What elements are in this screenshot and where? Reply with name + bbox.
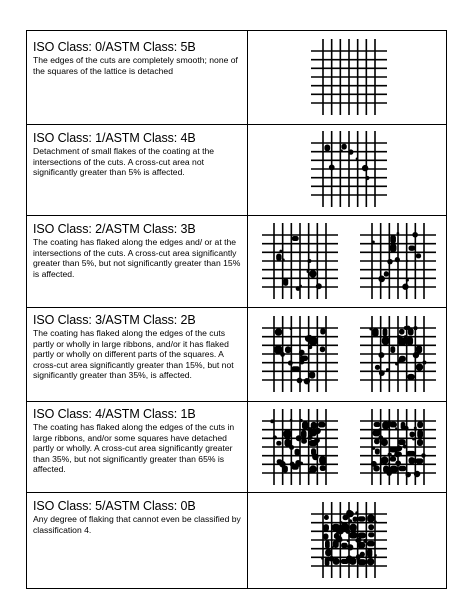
table-row — [27, 492, 446, 588]
flaked-area — [309, 372, 315, 379]
class-heading: ISO Class: 5/ASTM Class: 0B — [33, 499, 196, 513]
class-description: The coating has flaked along the edges of the cuts in large ribbons, and/or some squares have detached partly or wholly. A cross-cut area significantly greater than 35%, but not significantly greater than 65% is affected. — [33, 422, 235, 475]
class-description: The coating has flaked along the edges and/ or at the intersections of the cuts. A cross-cut area significantly greater than 5%, but not significantly greater than 15% is affected. — [33, 237, 241, 279]
flaked-area — [358, 516, 365, 521]
flaked-area — [276, 254, 281, 261]
row-text — [33, 407, 243, 475]
flaked-area — [367, 541, 375, 547]
flaked-area — [374, 422, 381, 427]
flaked-area — [381, 439, 388, 446]
flaked-area — [324, 515, 329, 520]
row-figures — [248, 307, 446, 401]
row-text — [33, 40, 243, 76]
row-text — [33, 313, 243, 381]
flaked-area — [399, 466, 407, 471]
flaked-area — [319, 456, 326, 464]
row-text — [33, 222, 243, 279]
flaked-area — [382, 337, 389, 345]
flaked-area — [390, 346, 395, 353]
flaked-area — [399, 329, 405, 335]
table-row — [27, 401, 446, 492]
table-row — [27, 31, 446, 124]
cross-cut-figure — [358, 314, 438, 394]
cross-cut-figure — [309, 37, 389, 117]
flaked-area — [375, 365, 380, 370]
class-heading: ISO Class: 1/ASTM Class: 4B — [33, 131, 196, 145]
table-row — [27, 307, 446, 401]
flaked-area — [390, 456, 396, 461]
flaked-area — [320, 328, 325, 334]
flaked-area — [368, 532, 374, 537]
flaked-area — [389, 447, 397, 453]
row-figures — [248, 215, 446, 307]
flaked-area — [353, 517, 358, 522]
flaked-area — [320, 346, 325, 352]
flaked-area — [301, 438, 307, 443]
flaked-area — [358, 542, 365, 549]
class-description: Any degree of flaking that cannot even be classified by classification 4. — [33, 514, 241, 535]
row-figures — [248, 124, 446, 215]
flaked-area — [416, 253, 421, 258]
classification-table — [26, 30, 447, 589]
flaked-area — [390, 235, 396, 244]
flaked-area — [408, 245, 415, 250]
table-row — [27, 215, 446, 307]
class-heading: ISO Class: 3/ASTM Class: 2B — [33, 313, 196, 327]
flaked-area — [375, 448, 380, 454]
flaked-area — [350, 524, 357, 532]
row-figures — [248, 401, 446, 492]
flaked-area — [325, 540, 330, 548]
flaked-area — [398, 439, 406, 445]
row-figures — [248, 492, 446, 588]
flake-spot — [336, 536, 343, 543]
flaked-area — [323, 524, 329, 531]
row-text — [33, 131, 243, 178]
class-description: Detachment of small flakes of the coating at the intersections of the cuts. A cross-cut area not significantly greater than 5% is affected. — [33, 146, 215, 178]
cross-cut-figure — [260, 314, 340, 394]
cross-cut-figure — [309, 129, 389, 209]
flaked-area — [417, 430, 423, 439]
flaked-area — [309, 270, 316, 277]
cross-cut-figure — [260, 221, 340, 301]
flaked-area — [320, 465, 326, 471]
flaked-area — [324, 144, 330, 151]
flaked-area — [384, 271, 389, 276]
flaked-area — [285, 346, 291, 353]
flaked-area — [301, 430, 307, 438]
flaked-area — [367, 514, 374, 522]
row-figures — [248, 31, 446, 124]
flake-spot — [362, 165, 368, 171]
flaked-area — [415, 458, 423, 463]
flaked-area — [374, 438, 380, 444]
flaked-area — [283, 278, 288, 285]
flaked-area — [318, 422, 325, 428]
cross-cut-figure — [358, 407, 438, 487]
flaked-area — [367, 549, 372, 558]
cross-cut-figure — [358, 221, 438, 301]
flaked-area — [275, 328, 282, 335]
class-description: The coating has flaked along the edges of the cuts partly or wholly in large ribbons, and/or it has flaked partly or wholly on different parts of the squares. A cross-cut area significantly greater than 15%, but not significantly greater than 35%, is affected. — [33, 328, 234, 381]
flaked-area — [295, 449, 300, 456]
class-heading: ISO Class: 0/ASTM Class: 5B — [33, 40, 196, 54]
flaked-area — [323, 533, 328, 539]
class-heading: ISO Class: 2/ASTM Class: 3B — [33, 222, 196, 236]
flaked-area — [368, 524, 374, 530]
flaked-area — [283, 430, 291, 439]
flaked-area — [302, 421, 309, 429]
table-row — [27, 124, 446, 215]
flaked-area — [341, 543, 348, 549]
row-text — [33, 499, 243, 535]
flaked-area — [383, 328, 388, 336]
cross-cut-figure — [260, 407, 340, 487]
flaked-area — [349, 532, 357, 539]
flaked-area — [409, 457, 416, 464]
flaked-area — [417, 421, 423, 428]
flaked-area — [325, 549, 332, 556]
flaked-area — [407, 337, 413, 346]
cross-cut-figure — [309, 500, 389, 580]
flaked-area — [410, 432, 415, 438]
flaked-area — [417, 439, 423, 446]
flake-spot — [347, 544, 353, 550]
flaked-area — [341, 144, 346, 150]
flaked-area — [367, 558, 374, 565]
flaked-area — [407, 374, 414, 380]
flaked-area — [372, 328, 378, 337]
flaked-area — [292, 236, 299, 241]
flaked-area — [358, 532, 366, 538]
class-description: The edges of the cuts are completely smooth; none of the squares of the lattice is detached — [33, 55, 238, 76]
flaked-area — [416, 364, 423, 371]
class-heading: ISO Class: 4/ASTM Class: 1B — [33, 407, 196, 421]
flaked-area — [390, 244, 397, 252]
flaked-area — [276, 441, 281, 446]
